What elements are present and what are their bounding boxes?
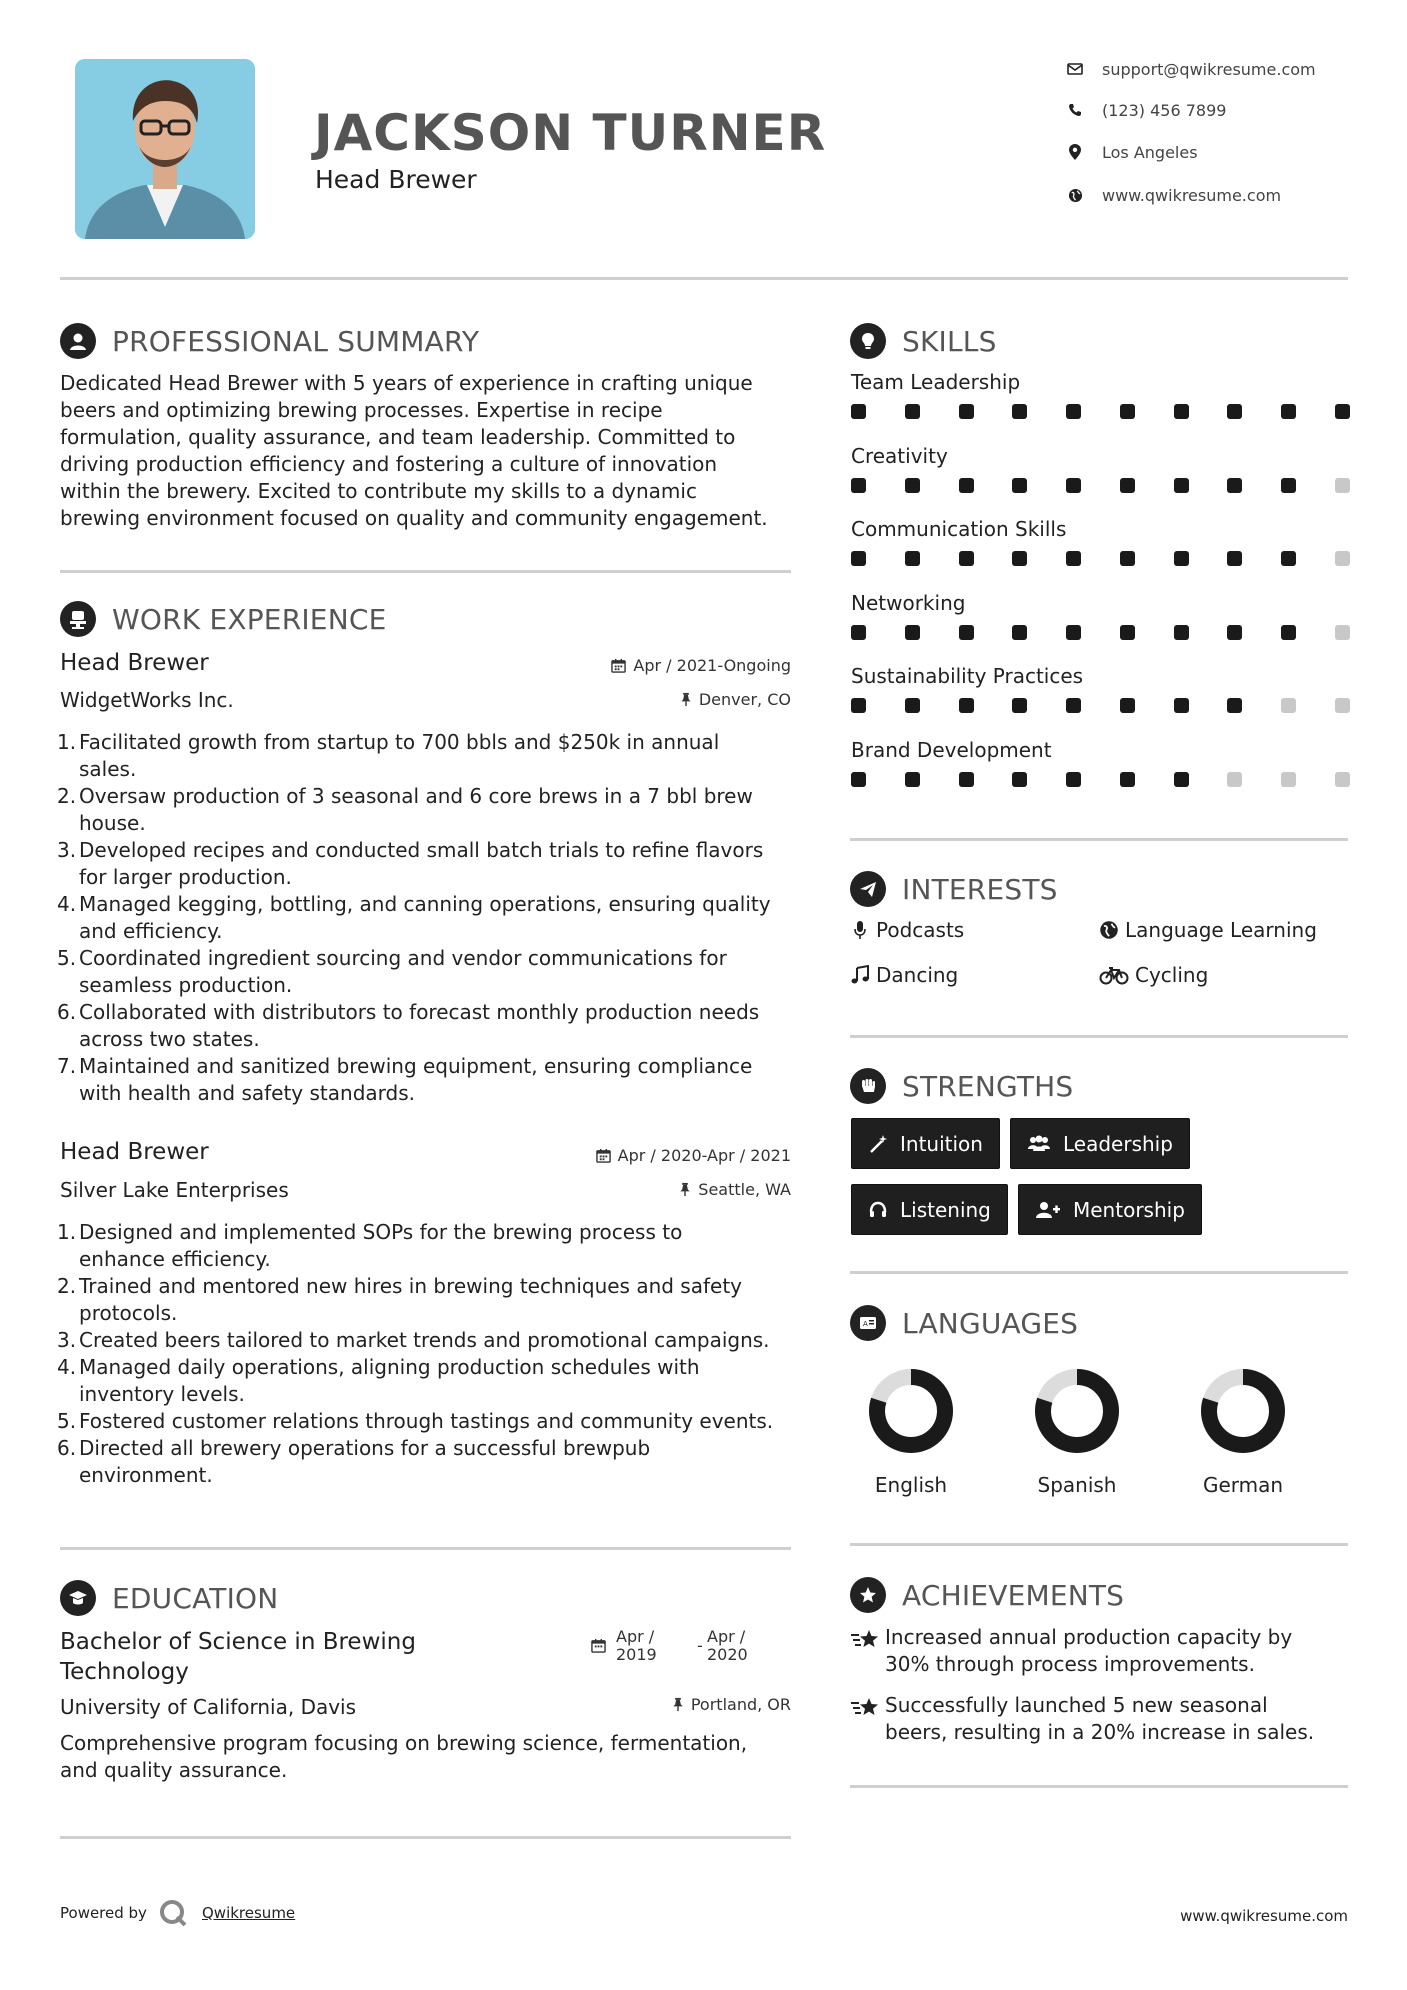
skill-dot-empty [1281, 698, 1296, 713]
job-dates [500, 1146, 791, 1165]
list-item: 6. Directed all brewery operations for a successful brewpub environment. [57, 1436, 651, 1487]
paper-plane-icon [850, 871, 886, 907]
education-location-text: Portland, OR [690, 1695, 791, 1714]
list-item: 6. Collaborated with distributors to forecast monthly production needs across two states. [57, 1000, 760, 1051]
education-divider [60, 1836, 791, 1839]
lightbulb-icon [850, 323, 886, 359]
contact-website-text: www.qwikresume.com [1102, 185, 1282, 205]
skill-dot-empty [1335, 551, 1350, 566]
bicycle-icon [1097, 965, 1131, 985]
list-item: 5. Coordinated ingredient sourcing and vendor communications for seamless production. [57, 946, 727, 997]
interest-label: Language Learning [1125, 918, 1317, 942]
strength-label: Listening [900, 1197, 991, 1222]
achievement-item [850, 1692, 1350, 1746]
headphones-icon [868, 1200, 888, 1220]
skill-dot-filled [1281, 625, 1296, 640]
skill-dot-filled [1012, 478, 1027, 493]
skill-rating [851, 698, 1350, 713]
skill-row [851, 591, 1350, 665]
user-icon [60, 323, 96, 359]
languages-heading-text: LANGUAGES [902, 1306, 1079, 1340]
contact-email-text: support@qwikresume.com [1102, 59, 1316, 79]
skill-dot-filled [851, 625, 866, 640]
degree-title [60, 1627, 416, 1687]
experience-divider [60, 1547, 791, 1550]
skills-heading [850, 323, 997, 359]
skill-dot-filled [1120, 625, 1135, 640]
job-dates-text: Apr / 2021-Ongoing [633, 656, 791, 675]
list-item: 4. Managed daily operations, aligning production schedules with inventory levels. [57, 1355, 700, 1406]
skill-dot-empty [1335, 772, 1350, 787]
skills-list [851, 370, 1350, 811]
list-item: 2. Oversaw production of 3 seasonal and 6 core brews in a 7 bbl brew house. [57, 784, 753, 835]
profile-photo [75, 59, 255, 239]
skills-heading-text: SKILLS [902, 324, 997, 358]
skill-dot-filled [959, 551, 974, 566]
education-heading-text: EDUCATION [112, 1581, 279, 1615]
pushpin-icon [680, 692, 692, 707]
skill-dot-empty [1335, 478, 1350, 493]
skill-dot-filled [959, 772, 974, 787]
language-donut [1032, 1366, 1122, 1456]
skill-dot-filled [1066, 698, 1081, 713]
skill-dot-filled [1174, 625, 1189, 640]
calendar-icon [591, 1638, 606, 1653]
education-dates [591, 1628, 791, 1668]
interest-item [848, 963, 958, 987]
skill-dot-filled [1174, 404, 1189, 419]
strengths-heading [850, 1068, 1073, 1104]
skill-row [851, 444, 1350, 518]
skill-name: Sustainability Practices [851, 664, 1084, 688]
skill-dot-filled [905, 404, 920, 419]
user-plus-icon [1035, 1200, 1061, 1220]
job-location [520, 690, 791, 709]
skill-rating [851, 625, 1350, 640]
calendar-icon [596, 1148, 611, 1163]
list-item: 3. Created beers tailored to market trends and promotional campaigns. [57, 1328, 770, 1352]
skill-name: Creativity [851, 443, 948, 468]
contact-location [1064, 137, 1198, 167]
candidate-name: JACKSON TURNER [314, 104, 827, 162]
list-item: 7. Maintained and sanitized brewing equipment, ensuring compliance with health and safety standards. [57, 1054, 753, 1105]
skill-dot-filled [1335, 404, 1350, 419]
contact-website[interactable] [1064, 180, 1281, 210]
interest-label: Cycling [1135, 963, 1209, 987]
list-item: 2. Trained and mentored new hires in brewing techniques and safety protocols. [57, 1274, 743, 1325]
skill-dot-filled [1120, 551, 1135, 566]
skill-dot-filled [851, 551, 866, 566]
contact-phone[interactable] [1064, 95, 1226, 125]
list-item: 5. Fostered customer relations through tastings and community events. [57, 1409, 774, 1433]
skill-dot-filled [1227, 698, 1242, 713]
skill-dot-filled [1012, 404, 1027, 419]
job-title: Head Brewer [60, 1139, 209, 1165]
school-name: University of California, Davis [60, 1695, 357, 1719]
globe-icon [1064, 184, 1086, 206]
skill-row [851, 517, 1350, 591]
degree-line: Technology [60, 1659, 189, 1685]
globe-icon [1097, 920, 1121, 940]
skill-dot-filled [1066, 404, 1081, 419]
skill-dot-filled [959, 478, 974, 493]
education-location [520, 1695, 791, 1714]
skill-name: Communication Skills [851, 517, 1067, 541]
candidate-title: Head Brewer [315, 165, 477, 194]
graduation-icon [60, 1580, 96, 1616]
skill-dot-filled [1120, 404, 1135, 419]
skill-name: Brand Development [851, 737, 1052, 762]
skill-dot-filled [1174, 551, 1189, 566]
shooting-star-icon [850, 1624, 885, 1678]
achievement-item [850, 1624, 1350, 1678]
achievements-heading-text: ACHIEVEMENTS [902, 1578, 1125, 1612]
skill-dot-filled [1066, 551, 1081, 566]
education-desc-line: Comprehensive program focusing on brewing science, fermentation, [60, 1731, 748, 1755]
skill-dot-filled [1066, 478, 1081, 493]
skill-dot-filled [959, 698, 974, 713]
skill-dot-filled [1174, 772, 1189, 787]
interests-heading-text: INTERESTS [902, 872, 1058, 906]
strengths-divider [850, 1271, 1348, 1274]
skill-rating [851, 551, 1350, 566]
skill-name: Team Leadership [851, 370, 1021, 394]
strength-label: Mentorship [1073, 1197, 1185, 1222]
skill-name: Networking [851, 590, 966, 615]
strengths-heading-text: STRENGTHS [902, 1069, 1074, 1103]
languages-heading [850, 1305, 1078, 1341]
languages-divider [850, 1543, 1348, 1546]
summary-heading-text: PROFESSIONAL SUMMARY [112, 324, 480, 358]
list-item: 1. Facilitated growth from startup to 700 bbls and $250k in annual sales. [57, 730, 720, 781]
job-responsibilities [57, 1219, 820, 1489]
education-end: Apr / 2020 [707, 1627, 748, 1664]
contact-location-text: Los Angeles [1102, 142, 1198, 162]
powered-by-label: Powered by [60, 1904, 147, 1922]
skill-dot-filled [905, 772, 920, 787]
star-badge-icon [850, 1577, 886, 1613]
interests-heading [850, 871, 1058, 907]
strength-label: Intuition [900, 1131, 983, 1156]
achievements-heading [850, 1577, 1124, 1613]
skill-dot-filled [1174, 478, 1189, 493]
date-separator: - [697, 1636, 703, 1655]
language-name: Spanish [1037, 1473, 1117, 1497]
skill-row [851, 738, 1350, 812]
skill-dot-filled [959, 625, 974, 640]
phone-icon [1064, 99, 1086, 121]
strength-tag [1018, 1184, 1202, 1235]
fist-icon [850, 1068, 886, 1104]
summary-line: beers and optimizing brewing processes. Expertise in recipe [60, 398, 663, 422]
summary-line: driving production efficiency and fostering a culture of innovation [60, 452, 718, 476]
education-start: Apr / 2019 [616, 1627, 657, 1664]
envelope-icon [1064, 58, 1086, 80]
shooting-star-icon [850, 1692, 885, 1746]
skill-dot-filled [905, 478, 920, 493]
interests-divider [850, 1035, 1348, 1038]
skill-dot-empty [1227, 772, 1242, 787]
language-donut [1198, 1366, 1288, 1456]
svg-text:A: A [863, 1320, 868, 1328]
skill-dot-empty [1335, 625, 1350, 640]
strength-tag [1010, 1118, 1190, 1169]
map-pin-icon [1064, 141, 1086, 163]
skill-dot-filled [1227, 551, 1242, 566]
summary-divider [60, 570, 791, 573]
magic-wand-icon [868, 1134, 888, 1154]
calendar-icon [611, 658, 626, 673]
strength-label: Leadership [1063, 1131, 1173, 1156]
summary-line: Dedicated Head Brewer with 5 years of experience in crafting unique [60, 371, 753, 395]
skill-dot-filled [1227, 404, 1242, 419]
skill-dot-filled [905, 551, 920, 566]
skill-dot-filled [1066, 625, 1081, 640]
skill-dot-empty [1335, 698, 1350, 713]
skill-rating [851, 772, 1350, 787]
list-item: 1. Designed and implemented SOPs for the brewing process to enhance efficiency. [57, 1220, 683, 1271]
achievement-text: Successfully launched 5 new seasonal beers, resulting in a 20% increase in sales. [885, 1693, 1315, 1744]
skill-row [851, 370, 1350, 444]
education-heading [60, 1580, 278, 1616]
interest-label: Dancing [876, 963, 959, 987]
skill-dot-filled [1281, 404, 1296, 419]
skill-dot-filled [1012, 772, 1027, 787]
skill-dot-empty [1281, 772, 1296, 787]
job-company: WidgetWorks Inc. [60, 688, 234, 712]
language-name: German [1202, 1473, 1284, 1497]
skill-rating [851, 478, 1350, 493]
briefcase-icon [60, 601, 96, 637]
skills-divider [850, 838, 1348, 841]
skill-dot-filled [1174, 698, 1189, 713]
summary-line: within the brewery. Excited to contribute my skills to a dynamic [60, 479, 697, 503]
interest-item [1097, 918, 1317, 942]
achievements-divider [850, 1785, 1348, 1788]
job-title: Head Brewer [60, 650, 209, 676]
header-divider [60, 277, 1348, 280]
skill-dot-filled [1227, 478, 1242, 493]
skill-dot-filled [905, 625, 920, 640]
job-location [520, 1180, 791, 1199]
skill-dot-filled [851, 404, 866, 419]
skill-dot-filled [1012, 551, 1027, 566]
summary-heading [60, 323, 479, 359]
interest-item [848, 918, 964, 942]
job-dates [520, 656, 791, 675]
skill-dot-filled [1227, 625, 1242, 640]
skill-dot-filled [1281, 551, 1296, 566]
summary-line: brewing environment focused on quality and community engagement. [60, 506, 768, 530]
job-responsibilities [57, 729, 800, 1107]
skill-dot-filled [959, 404, 974, 419]
job-dates-text: Apr / 2020-Apr / 2021 [617, 1146, 791, 1165]
skill-dot-filled [1120, 478, 1135, 493]
list-item: 3. Developed recipes and conducted small batch trials to refine flavors for larger production. [57, 838, 764, 889]
footer-website[interactable]: www.qwikresume.com [1180, 1907, 1348, 1925]
skill-dot-filled [1281, 478, 1296, 493]
skill-rating [851, 404, 1350, 419]
skill-dot-filled [1066, 772, 1081, 787]
pushpin-icon [672, 1697, 684, 1712]
skill-dot-filled [851, 478, 866, 493]
education-desc-line: and quality assurance. [60, 1758, 288, 1782]
qwikresume-logo-icon [158, 1898, 188, 1928]
contact-email[interactable] [1064, 54, 1316, 84]
skill-row [851, 664, 1350, 738]
job-location-text: Denver, CO [698, 690, 791, 709]
achievement-text: Increased annual production capacity by 30% through process improvements. [885, 1625, 1293, 1676]
contact-phone-text: (123) 456 7899 [1102, 100, 1227, 120]
language-donut [866, 1366, 956, 1456]
skill-dot-filled [1012, 698, 1027, 713]
skill-dot-filled [851, 772, 866, 787]
microphone-icon [848, 920, 872, 940]
summary-text [60, 370, 800, 532]
pushpin-icon [679, 1182, 691, 1197]
summary-line: formulation, quality assurance, and team leadership. Committed to [60, 425, 736, 449]
qwikresume-link[interactable]: Qwikresume [202, 1904, 296, 1922]
music-note-icon [848, 965, 872, 985]
interest-label: Podcasts [876, 918, 965, 942]
skill-dot-filled [905, 698, 920, 713]
interest-item [1097, 963, 1208, 987]
skill-dot-filled [1012, 625, 1027, 640]
language-name: English [874, 1473, 948, 1497]
experience-heading [60, 601, 386, 637]
education-description [60, 1730, 820, 1784]
strength-tag [851, 1118, 1000, 1169]
language-card-icon [850, 1305, 886, 1341]
skill-dot-filled [1120, 772, 1135, 787]
job-company: Silver Lake Enterprises [60, 1178, 289, 1202]
list-item: 4. Managed kegging, bottling, and canning operations, ensuring quality and efficiency. [57, 892, 771, 943]
experience-heading-text: WORK EXPERIENCE [112, 602, 387, 636]
skill-dot-filled [1120, 698, 1135, 713]
job-location-text: Seattle, WA [698, 1180, 791, 1199]
skill-dot-filled [851, 698, 866, 713]
degree-line: Bachelor of Science in Brewing [60, 1629, 416, 1655]
strength-tag [851, 1184, 1008, 1235]
users-icon [1027, 1134, 1051, 1154]
